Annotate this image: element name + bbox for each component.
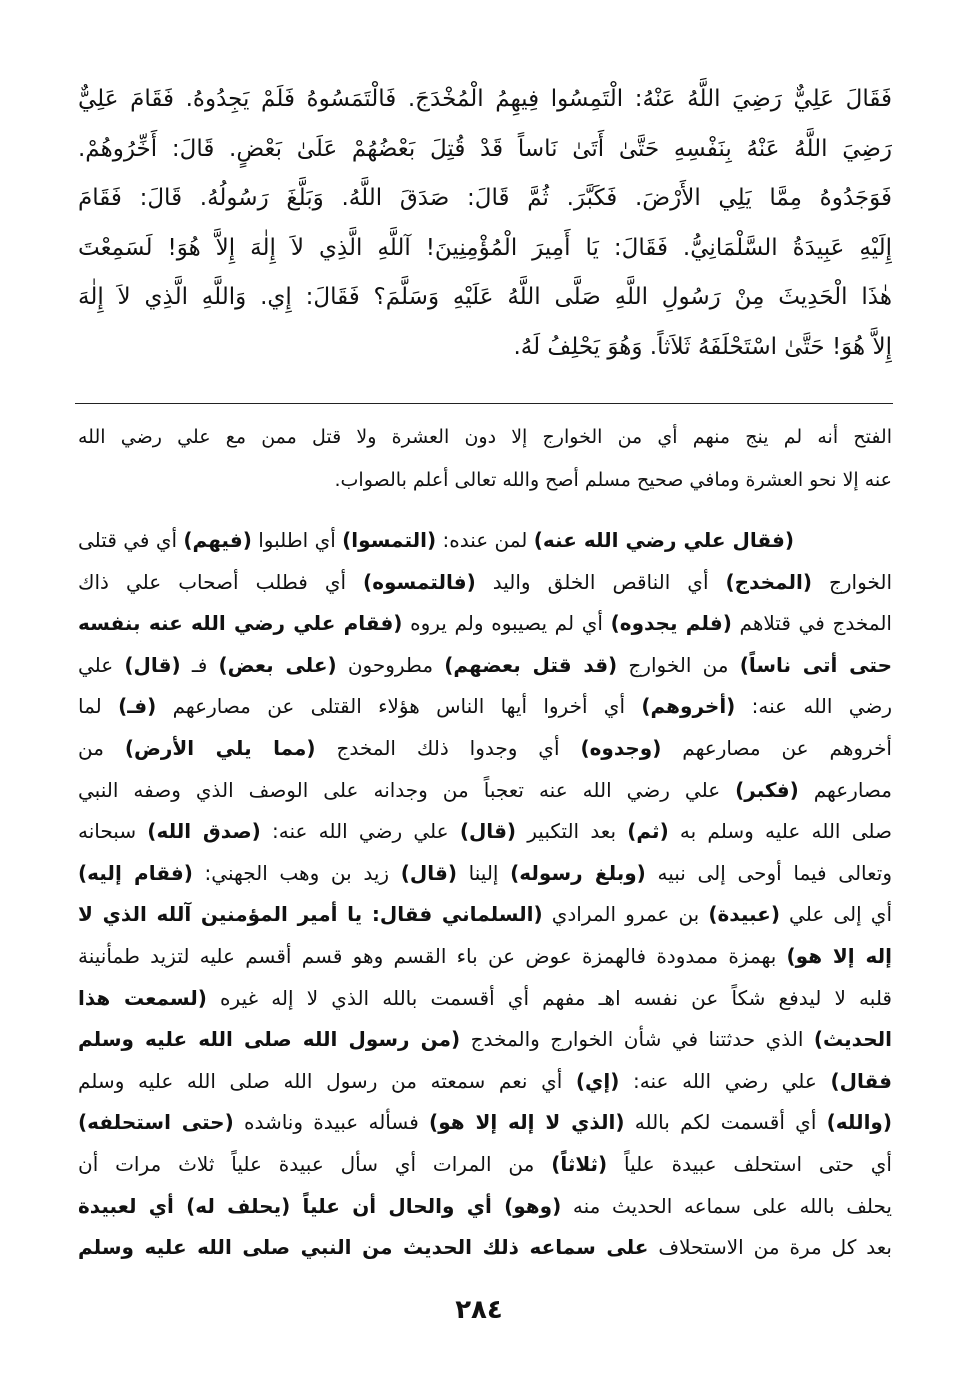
commentary-text: أي حتى استحلف عبيدة علياً — [607, 1151, 892, 1176]
commentary-bold-text: (حتى استحلفه) — [78, 1110, 234, 1135]
hadith-line: فَقَالَ عَلِيٌّ رَضِيَ اللَّهُ عَنْهُ: الْتَمِسُوا فِيهِمُ الْمُخْدَجَ. فَالْتَمَسُوهُ فَلَمْ يَجِدُوهُ. فَقَامَ عَلِيٌّ — [78, 86, 892, 112]
commentary-bold-text: (الذي لا إله إلا هو) — [429, 1110, 625, 1135]
commentary-bold-text: فقال) — [830, 1068, 892, 1093]
commentary-line — [78, 645, 892, 687]
hadith-line: إِلاَّ هُوَ! حَتَّىٰ اسْتَحْلَفَهُ ثَلاَثاً. وَهُوَ يَحْلِفُ لَهُ. — [513, 333, 892, 360]
page-number: ٢٨٤ — [455, 1295, 503, 1325]
commentary-text: أي إلى علي — [779, 902, 892, 927]
commentary-bold-text: (قد قتل بعضهم) — [444, 652, 618, 677]
commentary-bold-text: (فلم يجدوه) — [610, 611, 732, 636]
commentary-text: صلى الله عليه وسلم به — [668, 819, 892, 844]
commentary-text: المخدج في قتلاهم — [731, 611, 892, 636]
commentary-text: من الخوارج — [617, 652, 740, 677]
commentary-bold-text: (أخروهم) — [641, 694, 736, 719]
commentary-bold-text: (قال) — [459, 819, 517, 844]
commentary-bold-text: (قال) — [400, 860, 457, 885]
commentary-text: علي رضي الله عنه: — [260, 819, 460, 844]
commentary-text: زيد بن وهب الجهني: — [192, 860, 401, 885]
commentary-line — [78, 853, 892, 895]
commentary-bold-text: على سماعه ذلك الحديث من النبي صلى الله عليه وسلم — [78, 1235, 649, 1260]
commentary-line — [78, 520, 892, 562]
commentary-text: أي لم يصيبوه ولم يروه — [402, 611, 611, 636]
commentary-text: بن عمرو المرادي — [542, 902, 709, 927]
commentary-text: الخوارج — [811, 569, 892, 594]
commentary-text: رضي الله عنه: — [735, 694, 892, 719]
commentary-bold-text: (فكبر) — [735, 777, 799, 802]
commentary-text: علي رضي الله عنه: — [619, 1068, 831, 1093]
commentary-bold-text: (فقام علي رضي الله عنه بنفسه — [78, 611, 403, 636]
commentary-bold-text: (وبلغ رسوله) — [510, 860, 646, 885]
commentary-text: فـ — [180, 652, 219, 677]
commentary-line — [78, 728, 892, 770]
footnote — [78, 416, 892, 502]
footnote-line: عنه إلا نحو العشرة ومافي صحيح مسلم أصح والله تعالى أعلم بالصواب. — [334, 469, 892, 491]
commentary-text: أي وجدوا ذلك المخدج — [315, 735, 581, 760]
commentary-line — [78, 1186, 892, 1228]
commentary-bold-text: (إي) — [575, 1068, 620, 1093]
commentary-bold-text: (عبيدة) — [708, 902, 780, 927]
commentary-text: أخروهم عن مصارعهم — [661, 735, 892, 760]
commentary-text: أي فطلب أصحاب علي ذاك — [78, 569, 364, 594]
commentary-text: إلينا — [457, 860, 511, 885]
commentary-bold-text: (فقال علي رضي الله عنه) — [533, 528, 794, 552]
commentary-bold-text: (فـ) — [118, 694, 157, 719]
hadith-line: رَضِيَ اللَّهُ عَنْهُ بِنَفْسِهِ حَتَّىٰ أَتَىٰ نَاساً قَدْ قُتِلَ بَعْضُهُمْ عَلَىٰ بَعْضٍ. قَالَ: أَخِّرُوهُمْ. — [78, 135, 892, 162]
hadith-text — [78, 75, 892, 372]
commentary-text: بهمزة ممدودة فالهمزة عوض عن باء القسم وهو قسم أقسم عليه لتزيد طمأنينة — [78, 943, 787, 968]
commentary-bold-text: (والله) — [826, 1110, 892, 1135]
hadith-line: فَوَجَدُوهُ مِمَّا يَلِي الأَرْضَ. فَكَبَّرَ. ثُمَّ قَالَ: صَدَقَ اللَّهُ. وَبَلَّغَ رَسُولُهُ. قَالَ: فَقَامَ — [78, 185, 892, 211]
commentary-bold-text: (ثلاثاً) — [551, 1151, 608, 1176]
footnote-separator — [75, 403, 893, 404]
commentary-bold-text: (وجدوه) — [580, 735, 662, 760]
commentary-text: قلبه لا ليدفع شكاً عن نفسه اهـ مفهم أي أقسمت بالله الذي لا إله غيره — [206, 985, 892, 1010]
footnote-line: الفتح أنه لم ينج منهم أي من الخوارج إلا دون العشرة ولا قتل ممن مع علي رضي الله — [78, 426, 892, 448]
commentary-line — [78, 1102, 892, 1144]
commentary-text: وتعالى فيما أوحى إلى نبيه — [645, 860, 892, 885]
commentary-text: لمن عنده: — [436, 528, 534, 552]
commentary-bold-text: (لسمعت هذا — [78, 985, 207, 1010]
commentary-text: أي الناقص الخلق واليد — [475, 569, 726, 594]
commentary-bold-text: حتى أتى ناساً) — [739, 652, 892, 677]
commentary-text: بعد التكبير — [516, 819, 628, 844]
commentary-text: مطروحون — [336, 652, 445, 677]
commentary-text: الذي حدثتنا في شأن الخوارج والمخدج — [460, 1027, 814, 1052]
commentary-line — [78, 1061, 892, 1103]
commentary-line — [78, 1227, 892, 1269]
commentary-bold-text: (وهو) أي والحال أن علياً (يحلف له) أي لعبيدة — [78, 1193, 562, 1218]
commentary-bold-text: (قال) — [124, 652, 181, 677]
commentary-line — [78, 894, 892, 936]
commentary-text: مصارعهم — [798, 777, 892, 802]
commentary-text: بعد كل مرة من الاستحلاف — [648, 1235, 892, 1260]
commentary-bold-text: (التمسوا) — [342, 528, 437, 552]
commentary-bold-text: (فالتمسوه) — [363, 569, 476, 594]
commentary-line — [78, 686, 892, 728]
commentary-line — [78, 1144, 892, 1186]
commentary-line — [78, 936, 892, 978]
commentary-text: فسأله عبيدة وناشده — [233, 1110, 430, 1135]
hadith-line: إِلَيْهِ عَبِيدَةُ السَّلْمَانِيُّ. فَقَالَ: يَا أَمِيرَ الْمُؤْمِنِينَ! آللَّهِ الَّذِي لاَ إِلٰهَ إِلاَّ هُوَ! لَسَمِعْتَ — [78, 234, 892, 261]
commentary-text: لما — [78, 694, 119, 719]
commentary-bold-text: (صدق الله) — [147, 819, 261, 844]
commentary-text: يحلف بالله على سماعه الحديث منه — [561, 1193, 892, 1218]
commentary-text: علي رضي الله عنه تعجباً من وجدانه على الوصف الذي وصفه النبي — [78, 777, 736, 802]
commentary-text: علي — [78, 652, 125, 677]
commentary-text: أي أقسمت لكم بالله — [624, 1110, 827, 1135]
commentary-bold-text: (السلماني فقال: يا أمير المؤمنين آلله الذي لا — [78, 902, 543, 927]
commentary-line — [78, 603, 892, 645]
commentary-line — [78, 811, 892, 853]
commentary-line — [78, 770, 892, 812]
commentary-line — [78, 978, 892, 1020]
commentary-line — [78, 1019, 892, 1061]
commentary-bold-text: (مما يلي الأرض) — [124, 735, 316, 760]
commentary-line — [78, 562, 892, 604]
commentary-bold-text: (ثم) — [627, 819, 669, 844]
commentary-text: أي اطلبوا — [251, 528, 343, 552]
hadith-line: هٰذَا الْحَدِيثَ مِنْ رَسُولِ اللَّهِ صَلَّى اللَّهُ عَلَيْهِ وَسَلَّمَ؟ فَقَالَ: إِي. وَاللَّهِ الَّذِي لاَ إِلٰهَ — [78, 284, 892, 310]
commentary-text: أي أخروا أيها الناس هؤلاء القتلى عن مصارعهم — [156, 694, 642, 719]
commentary-bold-text: (المخدج) — [725, 569, 812, 594]
commentary-bold-text: (فقام إليه) — [78, 860, 193, 885]
commentary-bold-text: (على بعض) — [218, 652, 337, 677]
commentary-bold-text: (فيهم) — [183, 528, 252, 552]
commentary — [78, 520, 892, 1269]
commentary-text: من المرات أي سأل عبيدة علياً ثلاث مرات أن — [78, 1151, 552, 1176]
commentary-bold-text: (من رسول الله صلى الله عليه وسلم — [78, 1027, 461, 1052]
commentary-text: أي نعم سمعته من رسول الله صلى الله عليه وسلم — [78, 1068, 576, 1093]
commentary-text: أي في قتلى — [78, 528, 184, 552]
commentary-bold-text: إله إلا هو) — [786, 943, 892, 968]
commentary-bold-text: الحديث) — [813, 1027, 892, 1052]
commentary-text: من — [78, 735, 125, 760]
commentary-text: سبحانه — [78, 819, 148, 844]
